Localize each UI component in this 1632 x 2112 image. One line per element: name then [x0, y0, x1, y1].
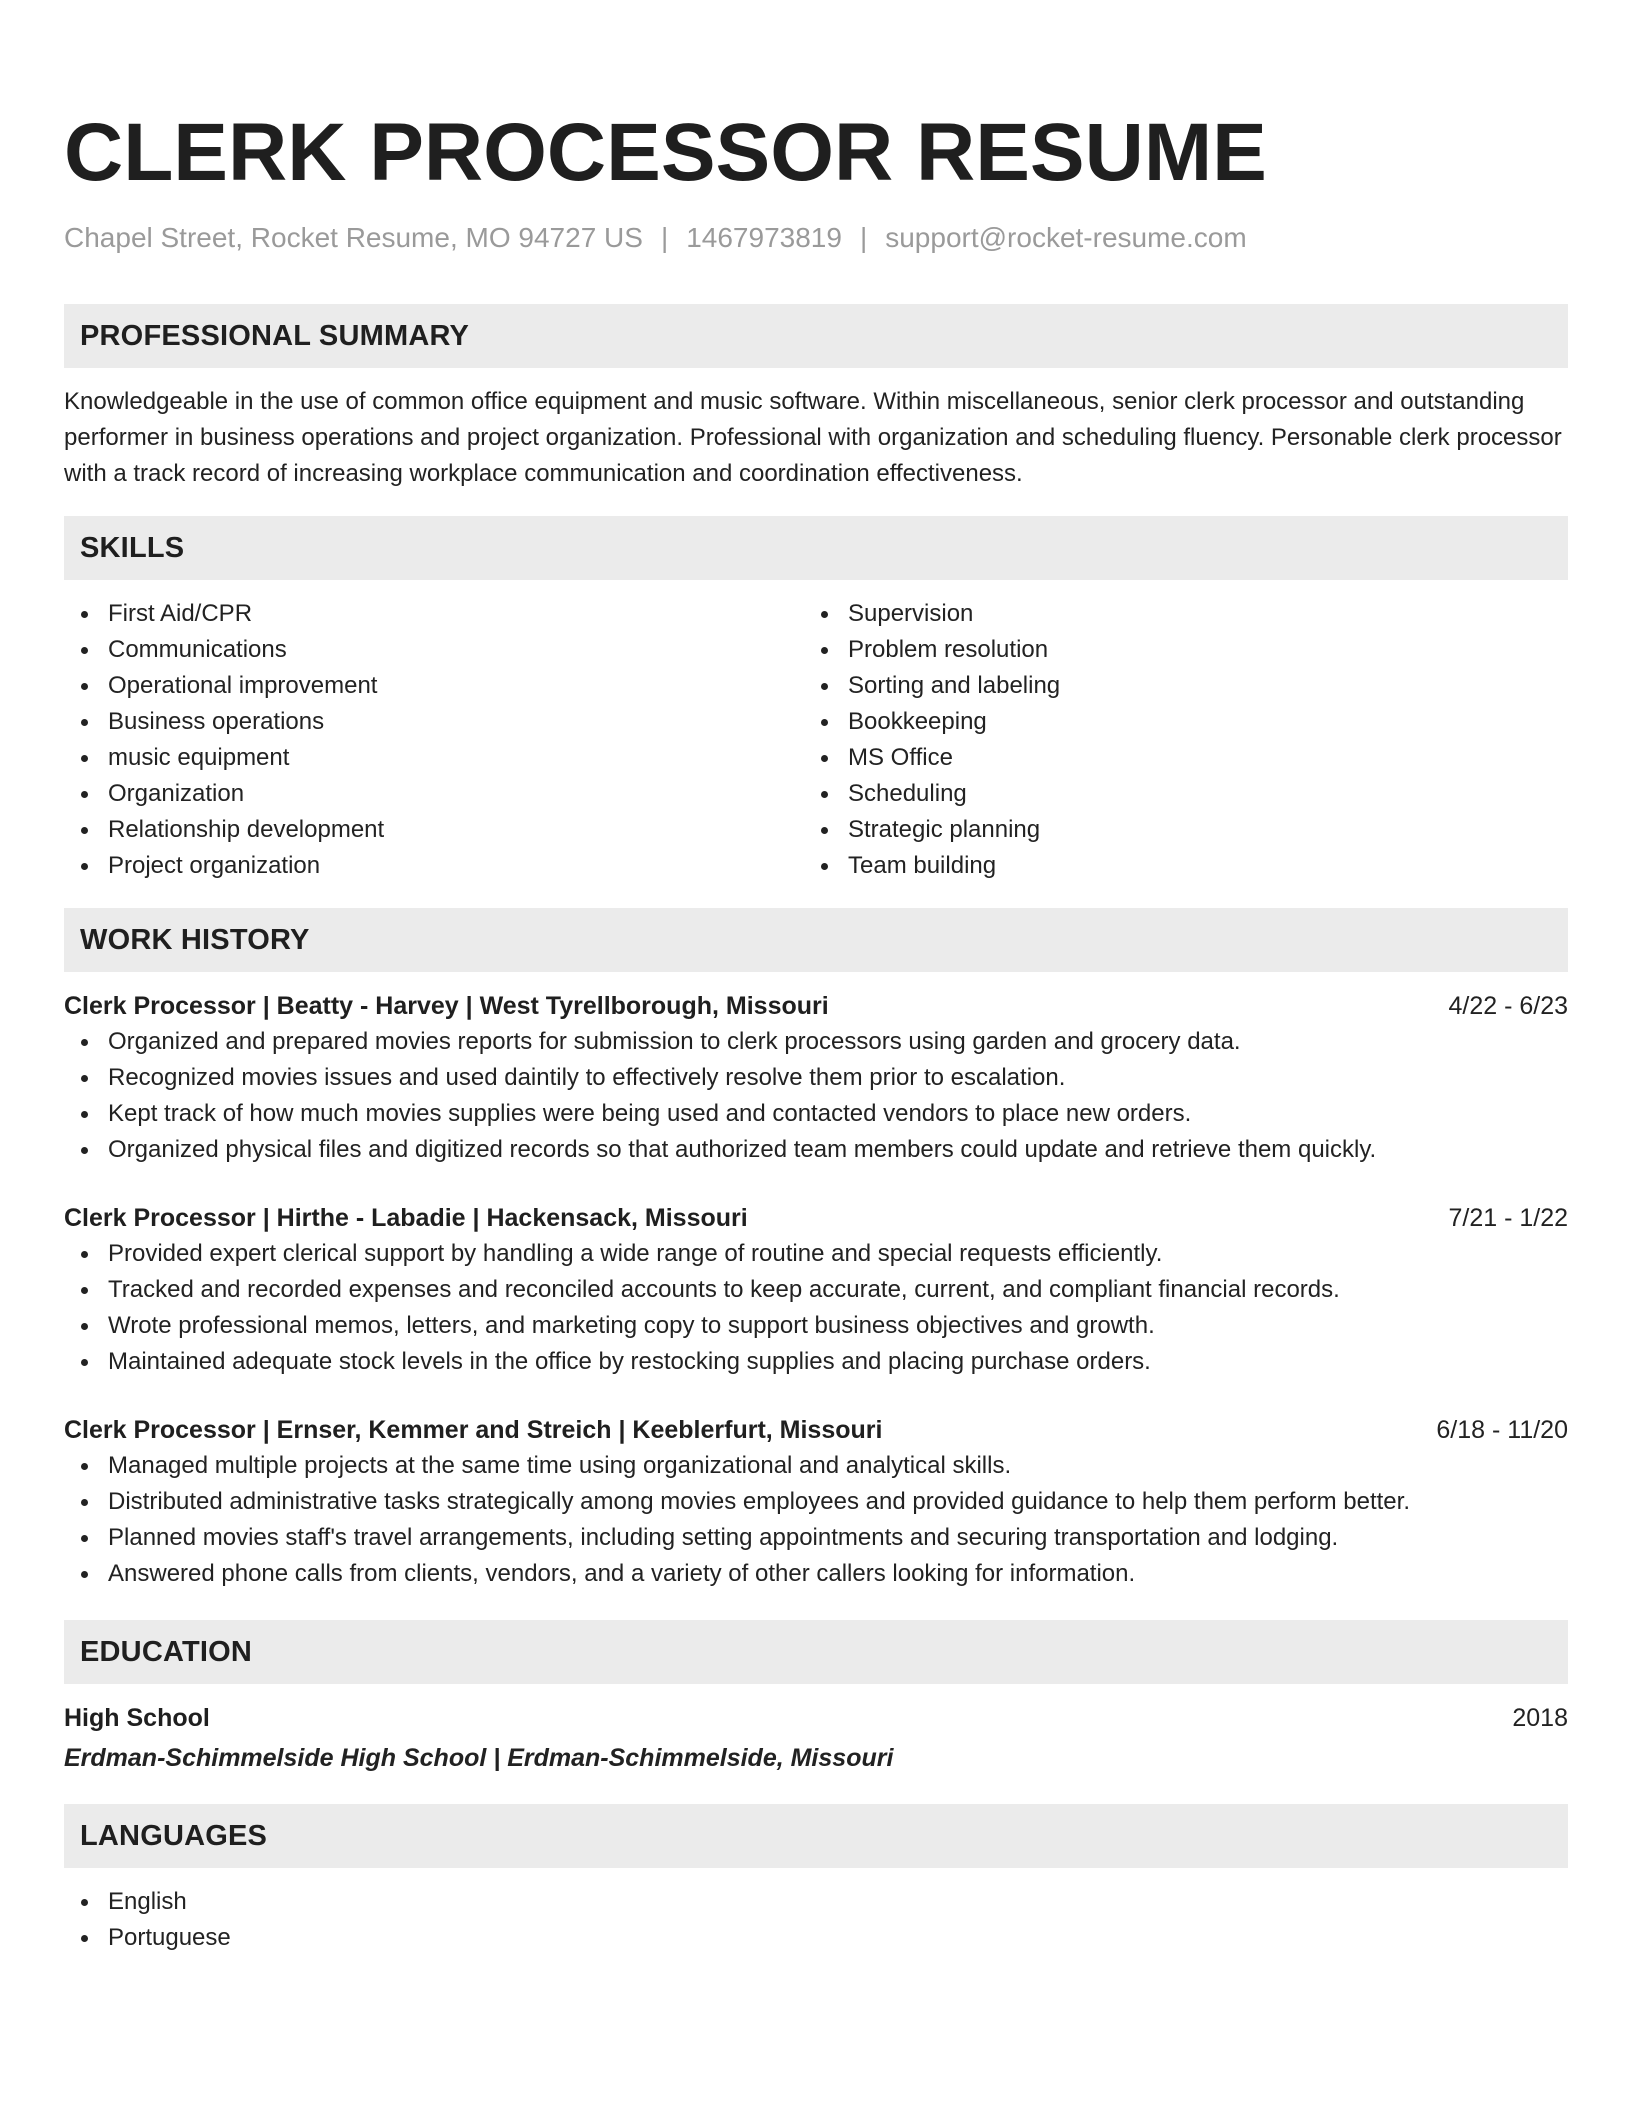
- job-header: [64, 1412, 1568, 1448]
- job-entry: [64, 1200, 1568, 1380]
- education-degree: High School: [64, 1704, 210, 1732]
- job-bullet: Managed multiple projects at the same time using organizational and analytical skills.: [64, 1448, 1568, 1484]
- contact-separator: |: [859, 222, 868, 253]
- skill-item: MS Office: [804, 740, 1544, 776]
- job-bullet: Provided expert clerical support by handling a wide range of routine and special requests efficiently.: [64, 1236, 1568, 1272]
- job-title: Clerk Processor | Hirthe - Labadie | Hackensack, Missouri: [64, 1204, 748, 1232]
- skill-item: music equipment: [64, 740, 804, 776]
- job-bullet: Kept track of how much movies supplies were being used and contacted vendors to place new orders.: [64, 1096, 1568, 1132]
- contact-line: [64, 224, 1568, 252]
- job-header: [64, 1200, 1568, 1236]
- education-year: 2018: [1512, 1704, 1568, 1732]
- contact-email: support@rocket-resume.com: [885, 222, 1247, 253]
- skills-heading: SKILLS: [64, 516, 1568, 580]
- skill-item: Problem resolution: [804, 632, 1544, 668]
- contact-address: Chapel Street, Rocket Resume, MO 94727 US: [64, 222, 643, 253]
- education-entry: [64, 1700, 1568, 1776]
- summary-heading: PROFESSIONAL SUMMARY: [64, 304, 1568, 368]
- job-bullet: Organized physical files and digitized records so that authorized team members could update and retrieve them quickly.: [64, 1132, 1568, 1168]
- job-bullets: [64, 1448, 1568, 1592]
- job-title: Clerk Processor | Ernser, Kemmer and Streich | Keeblerfurt, Missouri: [64, 1416, 883, 1444]
- languages-heading: LANGUAGES: [64, 1804, 1568, 1868]
- skills-left-column: [64, 596, 804, 884]
- skill-item: Project organization: [64, 848, 804, 884]
- education-school: Erdman-Schimmelside High School | Erdman-Schimmelside, Missouri: [64, 1744, 894, 1772]
- contact-phone: 1467973819: [686, 222, 842, 253]
- job-header: [64, 988, 1568, 1024]
- skills-right-column: [804, 596, 1544, 884]
- language-item: Portuguese: [64, 1920, 1568, 1956]
- skill-item: Strategic planning: [804, 812, 1544, 848]
- skill-item: Sorting and labeling: [804, 668, 1544, 704]
- languages-list: [64, 1884, 1568, 1956]
- skill-item: Scheduling: [804, 776, 1544, 812]
- job-bullet: Distributed administrative tasks strategically among movies employees and provided guidance to help them perform better.: [64, 1484, 1568, 1520]
- job-bullet: Recognized movies issues and used daintily to effectively resolve them prior to escalation.: [64, 1060, 1568, 1096]
- education-header: [64, 1700, 1568, 1736]
- skill-item: Business operations: [64, 704, 804, 740]
- job-bullet: Wrote professional memos, letters, and marketing copy to support business objectives and growth.: [64, 1308, 1568, 1344]
- work-history-heading: WORK HISTORY: [64, 908, 1568, 972]
- skill-item: Bookkeeping: [804, 704, 1544, 740]
- job-title: Clerk Processor | Beatty - Harvey | West Tyrellborough, Missouri: [64, 992, 829, 1020]
- job-bullets: [64, 1024, 1568, 1168]
- job-dates: 7/21 - 1/22: [1448, 1204, 1568, 1232]
- job-dates: 4/22 - 6/23: [1448, 992, 1568, 1020]
- job-entry: [64, 1412, 1568, 1592]
- skill-item: Supervision: [804, 596, 1544, 632]
- job-bullet: Organized and prepared movies reports for submission to clerk processors using garden and grocery data.: [64, 1024, 1568, 1060]
- skill-item: First Aid/CPR: [64, 596, 804, 632]
- skill-item: Organization: [64, 776, 804, 812]
- resume-title: CLERK PROCESSOR RESUME: [64, 107, 1267, 198]
- skill-item: Relationship development: [64, 812, 804, 848]
- job-bullet: Maintained adequate stock levels in the office by restocking supplies and placing purchase orders.: [64, 1344, 1568, 1380]
- skill-item: Team building: [804, 848, 1544, 884]
- job-bullet: Tracked and recorded expenses and reconciled accounts to keep accurate, current, and compliant financial records.: [64, 1272, 1568, 1308]
- skill-item: Operational improvement: [64, 668, 804, 704]
- education-heading: EDUCATION: [64, 1620, 1568, 1684]
- job-bullet: Answered phone calls from clients, vendors, and a variety of other callers looking for information.: [64, 1556, 1568, 1592]
- job-dates: 6/18 - 11/20: [1436, 1416, 1568, 1444]
- skill-item: Communications: [64, 632, 804, 668]
- job-entry: [64, 988, 1568, 1168]
- job-bullet: Planned movies staff's travel arrangements, including setting appointments and securing transportation and lodging.: [64, 1520, 1568, 1556]
- job-bullets: [64, 1236, 1568, 1380]
- contact-separator: |: [660, 222, 669, 253]
- skills-list: [64, 596, 1568, 884]
- language-item: English: [64, 1884, 1568, 1920]
- summary-text: Knowledgeable in the use of common office equipment and music software. Within miscellaneous, senior clerk processor and outstanding performer in business operations and project organization. Professional with organization and scheduling fluency. Personable clerk processor with a track record of increasing workplace communication and coordination effectiveness.: [64, 388, 1562, 487]
